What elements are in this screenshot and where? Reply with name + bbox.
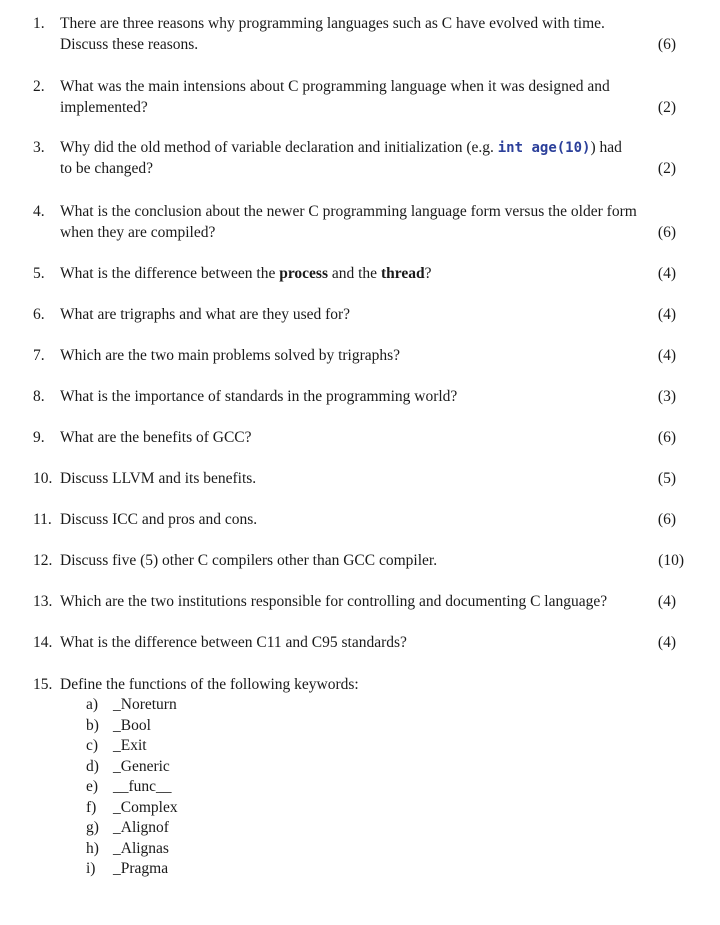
question-line: to be changed?: [60, 159, 153, 177]
item-letter: g): [86, 819, 99, 836]
question-number: 13.: [33, 593, 53, 610]
question-marks: (4): [657, 306, 676, 323]
question-marks: (10): [658, 552, 684, 569]
keyword-list: [86, 695, 178, 880]
question-number: 2.: [33, 78, 45, 95]
keyword: _Noreturn: [113, 696, 177, 713]
question-number: 6.: [33, 306, 45, 323]
list-item: [86, 818, 178, 839]
keyword: _Generic: [113, 757, 170, 775]
code-snippet: [498, 140, 591, 156]
question-text: [60, 264, 650, 285]
item-letter: f): [86, 798, 97, 816]
keyword: _Complex: [113, 798, 178, 816]
question-line: There are three reasons why programming languages such as C have evolved with time.: [60, 15, 605, 32]
list-item: [86, 695, 178, 716]
item-letter: b): [86, 716, 99, 734]
keyword: _Alignof: [113, 819, 169, 836]
question-marks: (2): [657, 159, 676, 177]
question-number: 1.: [33, 15, 45, 32]
question-number: 7.: [33, 347, 45, 364]
question-marks: (2): [657, 98, 676, 116]
item-letter: h): [86, 839, 99, 857]
question-number: 4.: [33, 203, 45, 220]
question-marks: (6): [657, 511, 676, 528]
question-text-segment: What is the difference between the: [60, 265, 280, 282]
code-expression: age(10): [523, 140, 591, 156]
item-letter: c): [86, 737, 99, 754]
question-text-segment: and the: [328, 265, 381, 282]
list-item: [86, 716, 178, 737]
question-line: Discuss these reasons.: [60, 35, 199, 53]
keyword: _Bool: [113, 716, 151, 734]
question-number: 8.: [33, 388, 45, 405]
list-item: [86, 757, 178, 778]
question-marks: (4): [657, 265, 676, 282]
question-text: [60, 202, 690, 243]
question-line: when they are compiled?: [60, 223, 216, 241]
question-number: 5.: [33, 265, 45, 282]
keyword: _Exit: [113, 737, 147, 754]
question-text: Discuss LLVM and its benefits.: [60, 470, 257, 487]
question-marks: (6): [657, 429, 676, 446]
question-number: 15.: [33, 676, 53, 693]
question-text: What are the benefits of GCC?: [60, 429, 252, 446]
question-text: Which are the two main problems solved by trigraphs?: [60, 347, 401, 364]
item-letter: a): [86, 696, 99, 713]
question-text: [60, 14, 650, 55]
question-text: Discuss ICC and pros and cons.: [60, 511, 258, 528]
list-item: [86, 839, 178, 860]
question-marks: (5): [657, 470, 676, 487]
keyword: _Pragma: [113, 860, 169, 877]
list-item: [86, 736, 178, 757]
question-line: What was the main intensions about C programming language when it was designed and: [60, 78, 610, 95]
item-letter: i): [86, 860, 96, 877]
question-text: What are trigraphs and what are they used for?: [60, 306, 351, 323]
question-marks: (4): [657, 347, 676, 364]
question-text: Discuss five (5) other C compilers other than GCC compiler.: [60, 552, 438, 569]
question-line: [60, 138, 650, 159]
question-number: 11.: [33, 511, 52, 528]
question-text-segment: ?: [424, 265, 432, 282]
question-line: implemented?: [60, 98, 148, 116]
question-line: What is the conclusion about the newer C programming language form versus the older form: [60, 203, 637, 220]
list-item: [86, 777, 178, 798]
question-number: 12.: [33, 552, 53, 569]
code-keyword: int: [497, 140, 524, 156]
question-number: 10.: [33, 470, 53, 487]
question-number: 9.: [33, 429, 45, 446]
question-marks: (6): [657, 35, 676, 53]
question-text: Define the functions of the following keywords:: [60, 676, 359, 693]
keyword: __func__: [113, 778, 172, 795]
question-text-segment: ) had: [590, 139, 622, 156]
question-text: What is the importance of standards in the programming world?: [60, 388, 458, 405]
item-letter: d): [86, 757, 99, 775]
question-marks: (4): [657, 634, 676, 651]
question-marks: (3): [657, 388, 676, 405]
question-text-segment: Why did the old method of variable declaration and initialization (e.g.: [60, 139, 498, 156]
list-item: [86, 798, 178, 819]
keyword: _Alignas: [113, 839, 169, 857]
question-number: 3.: [33, 139, 45, 156]
question-marks: (4): [657, 593, 676, 610]
list-item: [86, 859, 178, 880]
question-number: 14.: [33, 634, 53, 651]
term-thread: thread: [380, 265, 425, 282]
question-marks: (6): [657, 223, 676, 241]
question-text: What is the difference between C11 and C95 standards?: [60, 634, 407, 651]
term-process: process: [279, 265, 328, 282]
item-letter: e): [86, 778, 99, 795]
question-text: Which are the two institutions responsible for controlling and documenting C language?: [60, 593, 608, 610]
question-text: [60, 77, 650, 118]
question-text: [60, 138, 650, 179]
